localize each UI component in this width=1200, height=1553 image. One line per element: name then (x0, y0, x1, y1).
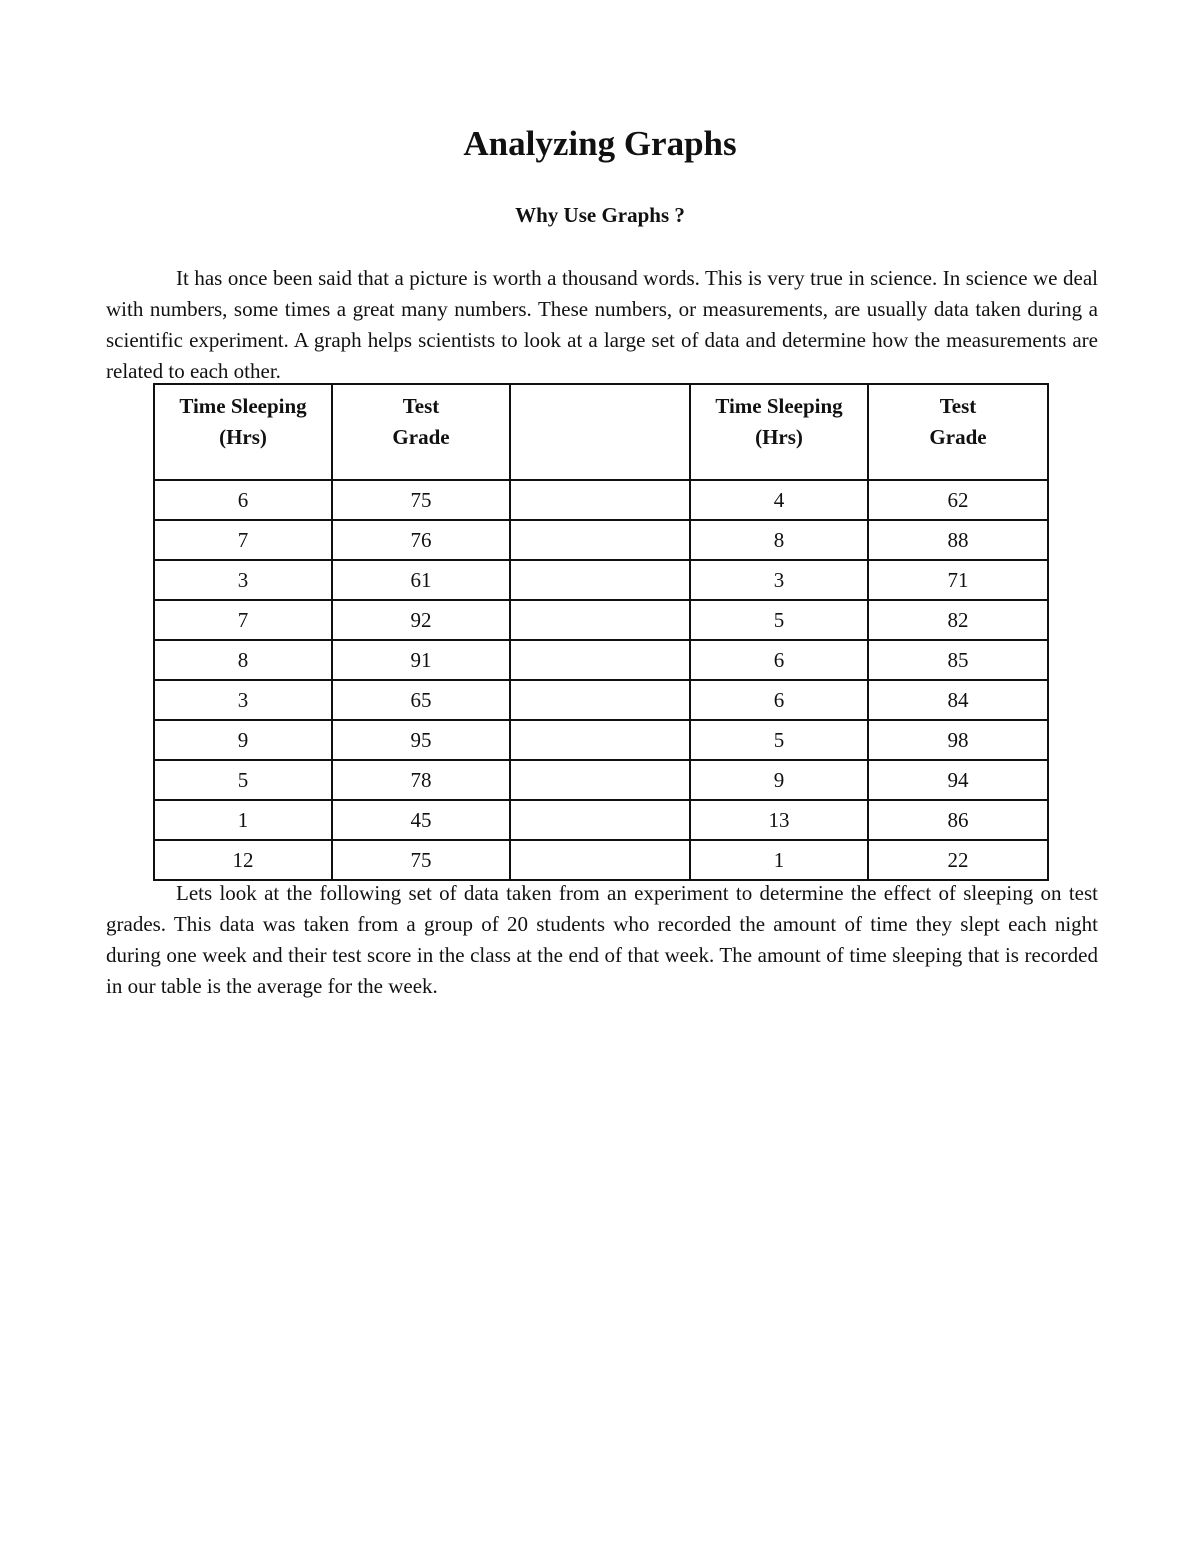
cell-grade-right: 82 (868, 600, 1048, 640)
table-row (154, 560, 1048, 600)
cell-spacer (510, 560, 690, 600)
intro-paragraph (106, 263, 1098, 387)
cell-time-left: 7 (154, 520, 332, 560)
header-line: (Hrs) (755, 425, 803, 449)
experiment-paragraph (106, 878, 1098, 1002)
table-row (154, 480, 1048, 520)
cell-time-left: 12 (154, 840, 332, 880)
cell-grade-left: 76 (332, 520, 510, 560)
cell-time-left: 3 (154, 680, 332, 720)
cell-grade-left: 78 (332, 760, 510, 800)
table-row (154, 680, 1048, 720)
cell-time-right: 9 (690, 760, 868, 800)
cell-time-right: 6 (690, 680, 868, 720)
cell-grade-left: 75 (332, 480, 510, 520)
table-row (154, 520, 1048, 560)
cell-time-right: 8 (690, 520, 868, 560)
cell-grade-right: 84 (868, 680, 1048, 720)
section-heading: Why Use Graphs ? (515, 203, 685, 227)
cell-time-right: 1 (690, 840, 868, 880)
cell-time-right: 13 (690, 800, 868, 840)
header-line: Grade (392, 425, 450, 449)
cell-grade-right: 98 (868, 720, 1048, 760)
cell-time-right: 4 (690, 480, 868, 520)
cell-grade-right: 94 (868, 760, 1048, 800)
cell-time-right: 5 (690, 720, 868, 760)
cell-time-right: 6 (690, 640, 868, 680)
cell-grade-right: 71 (868, 560, 1048, 600)
cell-grade-left: 95 (332, 720, 510, 760)
cell-spacer (510, 720, 690, 760)
intro-paragraph-text: It has once been said that a picture is worth a thousand words. This is very true in science. In science we deal with numbers, some times a great many numbers. These numbers, or measurements, are usually data taken during a scientific experiment. A graph helps scientists to look at a large set of data and determine how the measurements are related to each other. (106, 266, 1098, 383)
table-header-row (154, 384, 1048, 480)
cell-time-left: 5 (154, 760, 332, 800)
cell-grade-right: 88 (868, 520, 1048, 560)
cell-grade-right: 22 (868, 840, 1048, 880)
cell-spacer (510, 520, 690, 560)
table-row (154, 840, 1048, 880)
table-row (154, 760, 1048, 800)
cell-spacer (510, 680, 690, 720)
cell-grade-right: 62 (868, 480, 1048, 520)
cell-spacer (510, 600, 690, 640)
cell-grade-left: 75 (332, 840, 510, 880)
cell-time-left: 8 (154, 640, 332, 680)
header-line: Test (939, 394, 977, 418)
cell-time-left: 9 (154, 720, 332, 760)
cell-time-left: 3 (154, 560, 332, 600)
table-row (154, 600, 1048, 640)
header-test-grade-left (332, 384, 510, 480)
cell-grade-right: 86 (868, 800, 1048, 840)
cell-grade-right: 85 (868, 640, 1048, 680)
cell-grade-left: 92 (332, 600, 510, 640)
cell-grade-left: 45 (332, 800, 510, 840)
cell-time-left: 1 (154, 800, 332, 840)
cell-time-left: 7 (154, 600, 332, 640)
cell-time-left: 6 (154, 480, 332, 520)
header-line: Grade (929, 425, 987, 449)
header-test-grade-right (868, 384, 1048, 480)
table-row (154, 720, 1048, 760)
cell-time-right: 3 (690, 560, 868, 600)
experiment-paragraph-text: Lets look at the following set of data taken from an experiment to determine the effect of sleeping on test grades. This data was taken from a group of 20 students who recorded the amount of time they slept each night during one week and their test score in the class at the end of that week. The amount of time sleeping that is recorded in our table is the average for the week. (106, 881, 1098, 998)
cell-time-right: 5 (690, 600, 868, 640)
header-time-sleeping-right (690, 384, 868, 480)
cell-spacer (510, 640, 690, 680)
cell-spacer (510, 840, 690, 880)
cell-spacer (510, 800, 690, 840)
table-row (154, 800, 1048, 840)
header-line: Time Sleeping (715, 394, 843, 418)
header-line: Test (402, 394, 440, 418)
cell-grade-left: 65 (332, 680, 510, 720)
header-spacer (510, 384, 690, 480)
header-line: Time Sleeping (179, 394, 307, 418)
table-row (154, 640, 1048, 680)
sleep-grade-table (153, 383, 1049, 881)
cell-grade-left: 91 (332, 640, 510, 680)
cell-spacer (510, 760, 690, 800)
cell-grade-left: 61 (332, 560, 510, 600)
page-title: Analyzing Graphs (463, 124, 737, 163)
header-time-sleeping-left (154, 384, 332, 480)
cell-spacer (510, 480, 690, 520)
header-line: (Hrs) (219, 425, 267, 449)
